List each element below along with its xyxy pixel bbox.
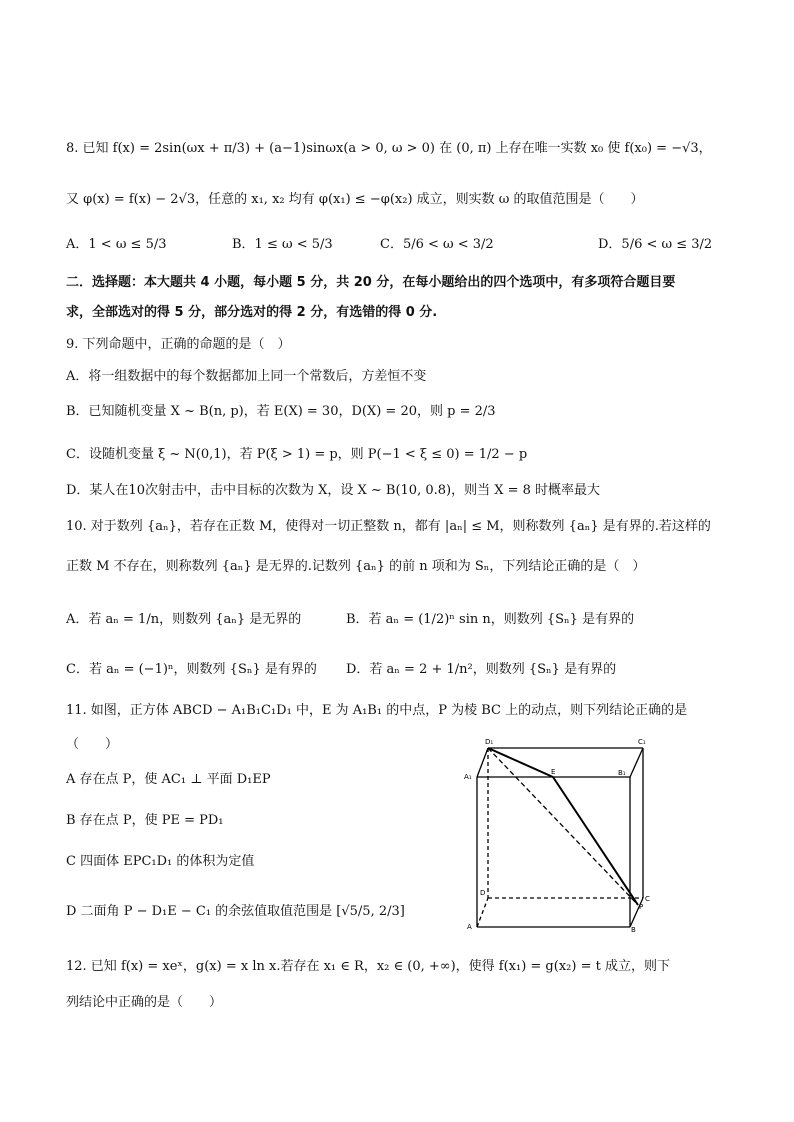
q9-option-c: C．设随机变量 ξ ~ N(0,1)，若 P(ξ > 1) = p，则 P(−1 < ξ ≤ 0) = 1/2 − p	[66, 447, 528, 462]
q10-option-d: D．若 aₙ = 2 + 1/n²，则数列 {Sₙ} 是有界的	[346, 662, 617, 677]
q9-option-d: D．某人在10次射击中，击中目标的次数为 X，设 X ~ B(10, 0.8)，则当 X = 8 时概率最大	[66, 483, 601, 498]
section2-line1: 二．选择题：本大题共 4 小题，每小题 5 分，共 20 分，在每小题给出的四个选项中，有多项符合题目要	[66, 275, 676, 290]
q9-stem: 9. 下列命题中，正确的命题的是（ ）	[66, 337, 291, 352]
q10-line2: 正数 M 不存在，则称数列 {aₙ} 是无界的.记数列 {aₙ} 的前 n 项和为 Sₙ，下列结论正确的是（ ）	[66, 559, 646, 574]
label-b1: B₁	[618, 769, 626, 777]
segment-d1p	[488, 748, 638, 905]
q12-line2: 列结论中正确的是（ ）	[66, 995, 223, 1010]
q9-option-a: A．将一组数据中的每个数据都加上同一个常数后，方差恒不变	[66, 369, 427, 384]
q11-option-c: C 四面体 EPC₁D₁ 的体积为定值	[66, 854, 255, 869]
cube-figure	[455, 735, 660, 935]
q9-option-b: B．已知随机变量 X ~ B(n, p)，若 E(X) = 30，D(X) = 20，则 p = 2/3	[66, 404, 496, 419]
q8-option-d: D．5/6 < ω ≤ 3/2	[598, 237, 713, 252]
label-c1: C₁	[638, 738, 646, 746]
edge-a1d1	[477, 748, 488, 777]
label-e: E	[551, 768, 556, 776]
q8-option-a: A．1 < ω ≤ 5/3	[66, 237, 167, 252]
segment-ep	[553, 777, 638, 905]
q12-line1: 12. 已知 f(x) = xeˣ，g(x) = x ln x.若存在 x₁ ∈ R，x₂ ∈ (0, +∞)，使得 f(x₁) = g(x₂) = t 成立，则下	[66, 959, 670, 974]
q8-option-b: B．1 ≤ ω < 5/3	[232, 237, 333, 252]
q11-option-b: B 存在点 P，使 PE = PD₁	[66, 813, 224, 828]
edge-b1c1	[630, 748, 643, 777]
segment-d1e	[488, 748, 556, 777]
q10-option-a: A．若 aₙ = 1/n，则数列 {aₙ} 是无界的	[66, 612, 302, 627]
label-p: P	[639, 903, 644, 911]
q11-line2: （ ）	[66, 737, 119, 752]
q11-option-d: D 二面角 P − D₁E − C₁ 的余弦值取值范围是 [√5/5, 2/3]	[66, 904, 405, 919]
label-d1: D₁	[485, 738, 494, 746]
label-d: D	[480, 889, 486, 897]
q10-line1: 10. 对于数列 {aₙ}，若存在正数 M，使得对一切正整数 n，都有 |aₙ| ≤ M，则称数列 {aₙ} 是有界的.若这样的	[66, 519, 711, 534]
label-c: C	[645, 895, 650, 903]
label-a1: A₁	[464, 773, 472, 781]
section2-line2: 求，全部选对的得 5 分，部分选对的得 2 分，有选错的得 0 分.	[66, 305, 438, 320]
label-b: B	[631, 926, 636, 934]
q8-line2: 又 φ(x) = f(x) − 2√3，任意的 x₁, x₂ 均有 φ(x₁) ≤ −φ(x₂) 成立，则实数 ω 的取值范围是（ ）	[66, 192, 644, 207]
q10-option-b: B．若 aₙ = (1/2)ⁿ sin n，则数列 {Sₙ} 是有界的	[346, 612, 635, 627]
q11-line1: 11. 如图，正方体 ABCD − A₁B₁C₁D₁ 中，E 为 A₁B₁ 的中点，P 为棱 BC 上的动点，则下列结论正确的是	[66, 703, 688, 718]
edge-ad	[477, 898, 488, 927]
q10-option-c: C．若 aₙ = (−1)ⁿ，则数列 {Sₙ} 是有界的	[66, 662, 317, 677]
label-a: A	[467, 923, 472, 931]
q8-option-c: C．5/6 < ω < 3/2	[380, 237, 494, 252]
q11-option-a: A 存在点 P，使 AC₁ ⊥ 平面 D₁EP	[66, 772, 271, 787]
q8-line1: 8. 已知 f(x) = 2sin(ωx + π/3) + (a−1)sinωx(a > 0, ω > 0) 在 (0, π) 上存在唯一实数 x₀ 使 f(x₀) = −√3，	[66, 141, 712, 156]
